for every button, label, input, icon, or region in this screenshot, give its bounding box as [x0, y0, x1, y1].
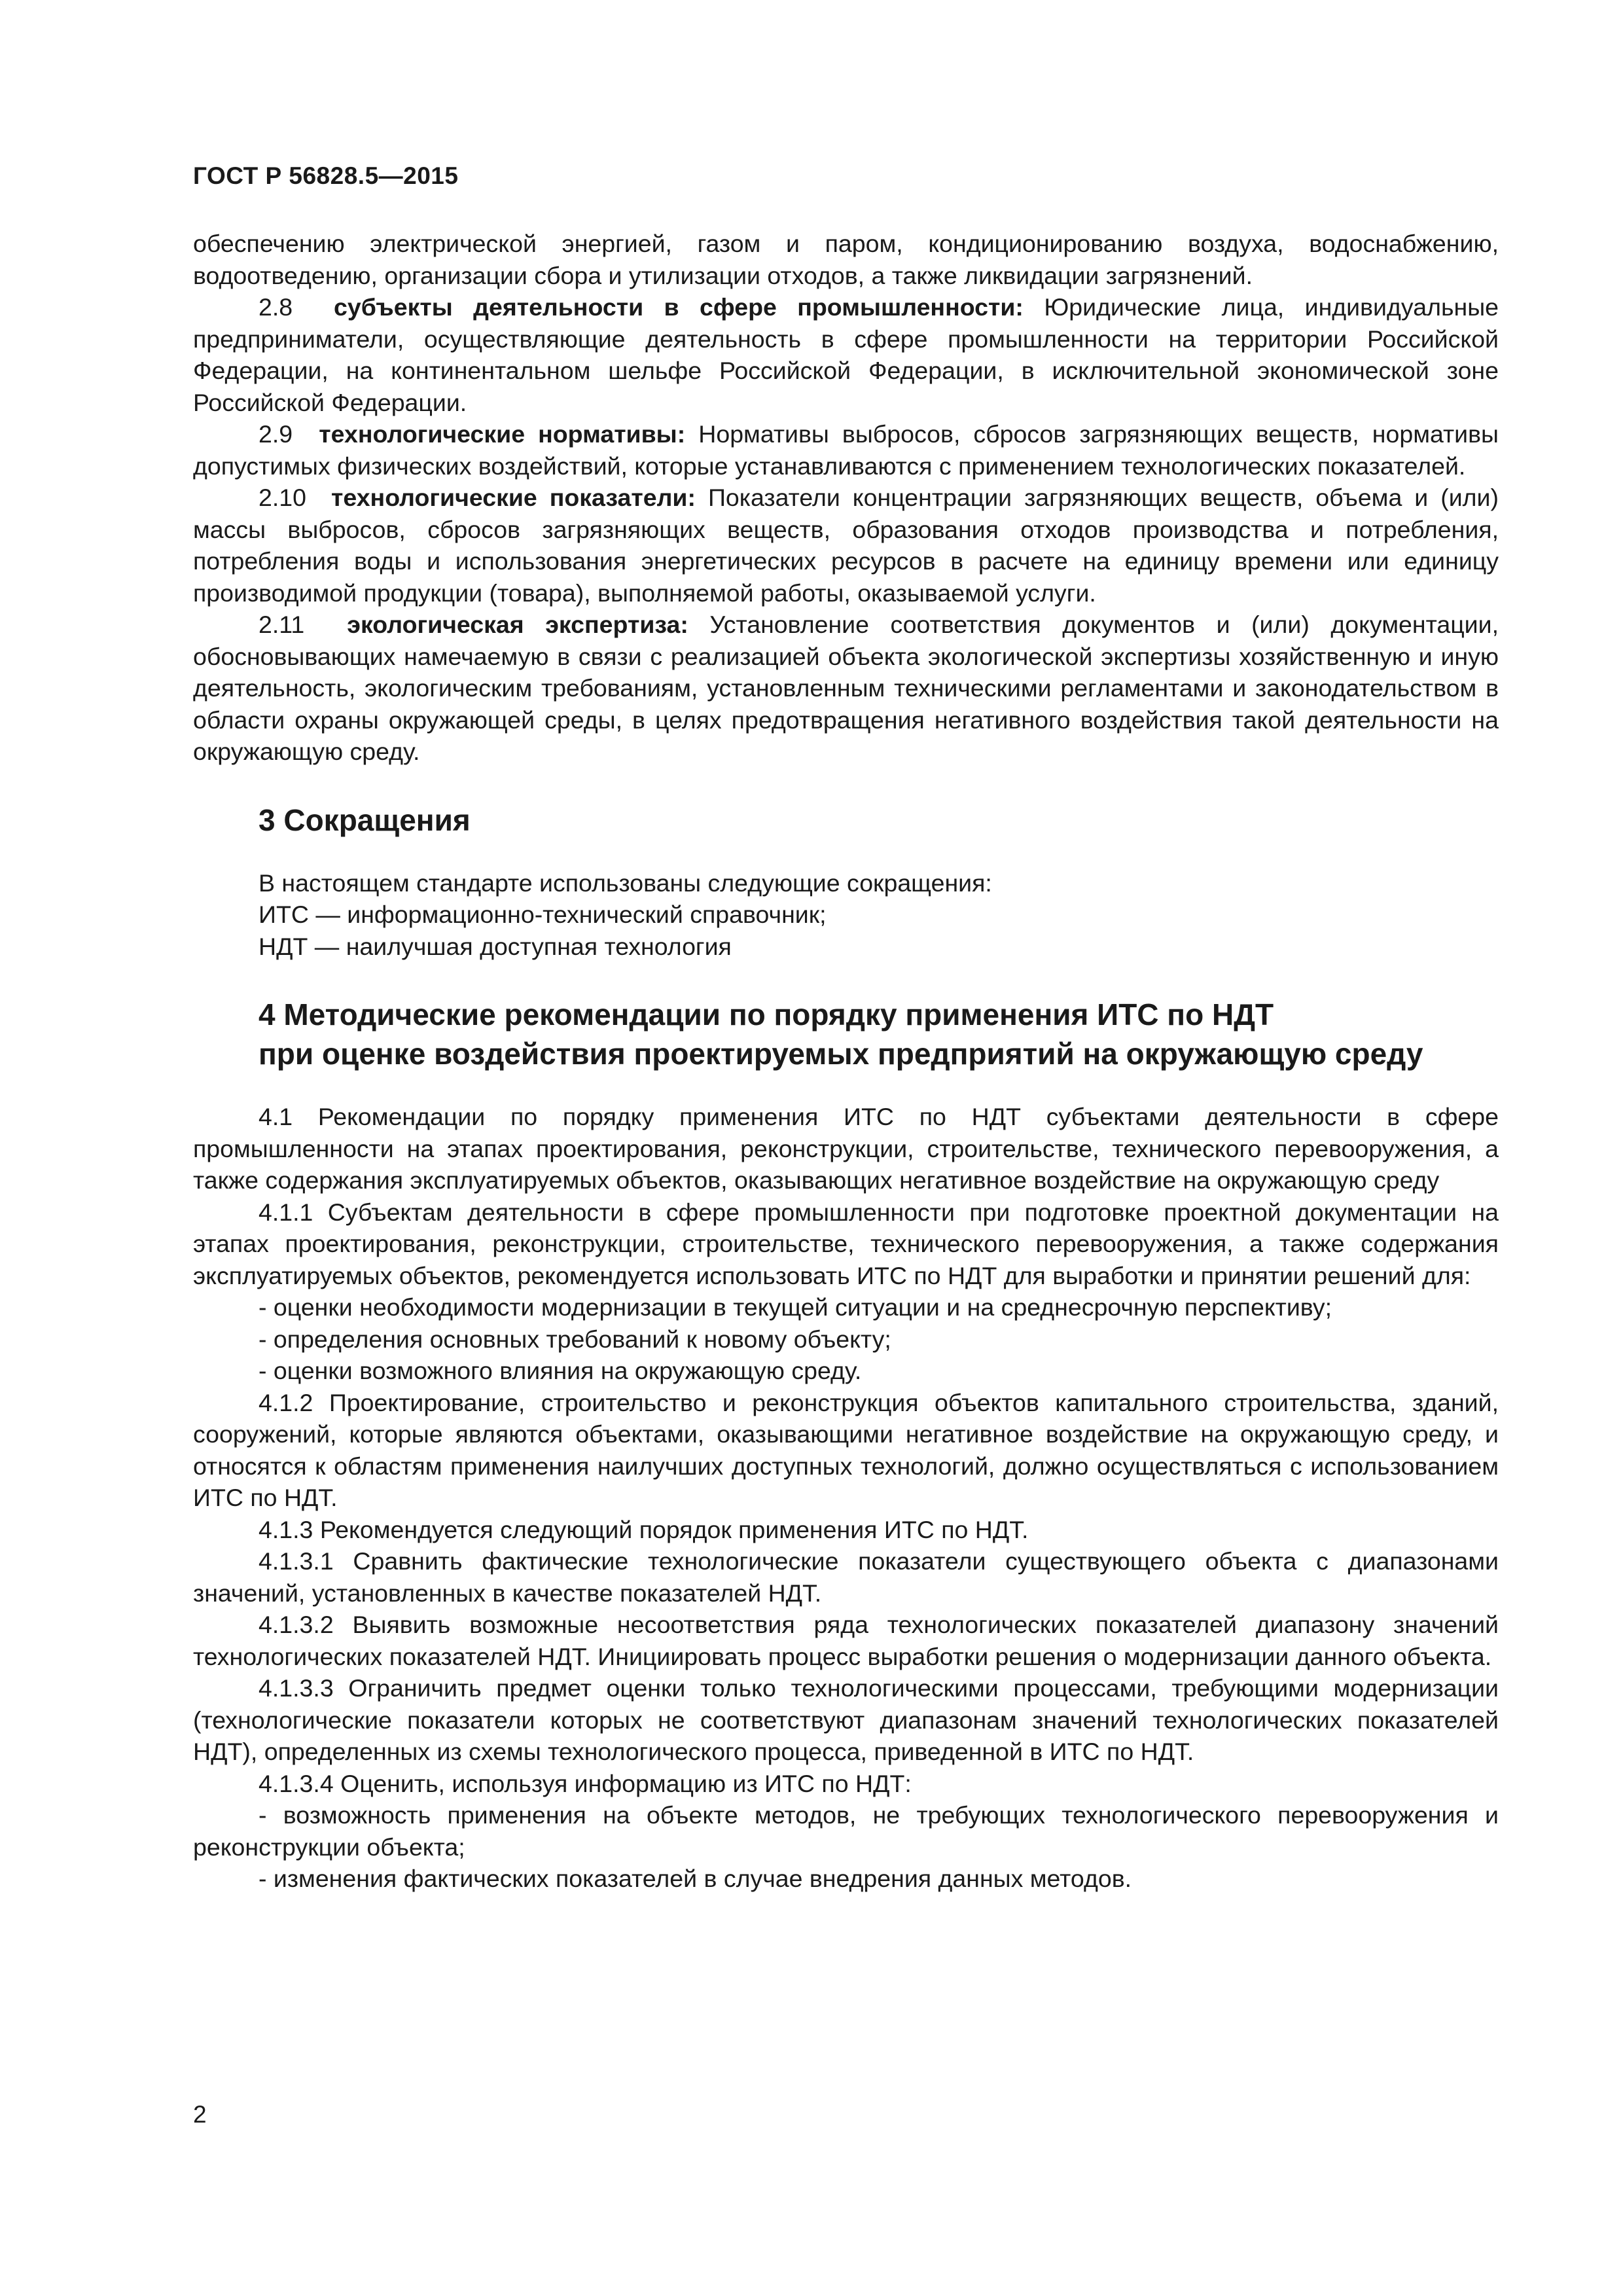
page-number: 2 [193, 2101, 207, 2128]
definition-2-10 [193, 482, 1499, 609]
definition-number: 2.8 [259, 293, 293, 321]
definition-text: Показатели концентрации загрязняющих веществ, объема и (или) массы выбросов, сбросов загрязняющих веществ, образования отходов производства и потребления, потребления воды и использования энергетических ресурсов в расчете на единицу времени или единицу производимой продукции (товара), выполняемой работы, оказываемой услуги. [193, 484, 1499, 607]
section-4-heading-line-1: 4 Методические рекомендации по порядку применения ИТС по НДТ [259, 997, 1274, 1031]
definition-text: Юридические лица, индивидуальные предприниматели, осуществляющие деятельность в сфере промышленности на территории Российской Федерации, на континентальном шельфе Российской Федерации, в исключительной экономической зоне Российской Федерации. [193, 293, 1499, 416]
definition-text: Установление соответствия документов и (или) документации, обосновывающих намечаемую в связи с реализацией объекта экологической экспертизы хозяйственную и иную деятельность, экологическим требованиям, установленным техническими регламентами и законодательством в области охраны окружающей среды, в целях предотвращения негативного воздействия такой деятельности на окружающую среду. [193, 611, 1499, 765]
definition-text: Нормативы выбросов, сбросов загрязняющих веществ, нормативы допустимых физических воздействий, которые устанавливаются с применением технологических показателей. [193, 420, 1499, 480]
definition-term: технологические показатели: [330, 484, 696, 511]
section-4-heading-line-2: при оценке воздействия проектируемых предприятий на окружающую среду [259, 1037, 1423, 1071]
paragraph-4-1-3-1: 4.1.3.1 Сравнить фактические технологические показатели существующего объекта с диапазонами значений, установленных в качестве показателей НДТ. [193, 1547, 1499, 1607]
list-item: - возможность применения на объекте методов, не требующих технологического перевооружения и реконструкции объекта; [193, 1801, 1499, 1861]
document-body [193, 228, 1499, 1895]
definition-number: 2.11 [259, 611, 305, 638]
list-item: - изменения фактических показателей в случае внедрения данных методов. [259, 1865, 1132, 1892]
definition-term: экологическая экспертиза: [347, 611, 688, 638]
paragraph-4-1: 4.1 Рекомендации по порядку применения ИТС по НДТ субъектами деятельности в сфере промышленности на этапах проектирования, реконструкции, строительстве, технического перевооружения, а также содержания эксплуатируемых объектов, оказывающих негативное воздействие на окружающую среду [193, 1103, 1499, 1194]
abbreviation-ndt: НДТ — наилучшая доступная технология [259, 932, 732, 960]
definition-number: 2.10 [259, 484, 306, 511]
paragraph-4-1-2: 4.1.2 Проектирование, строительство и реконструкция объектов капитального строительства, зданий, сооружений, которые являются объектами, оказывающими негативное воздействие на окружающую среду, и относятся к областям применения наилучших доступных технологий, должно осуществляться с использованием ИТС по НДТ. [193, 1388, 1499, 1511]
definition-2-11 [193, 609, 1499, 768]
section-3-intro: В настоящем стандарте использованы следующие сокращения: [259, 869, 992, 897]
abbreviation-its: ИТС — информационно-технический справочник; [259, 901, 827, 928]
list-item: - определения основных требований к новому объекту; [259, 1325, 891, 1353]
list-item: - оценки возможного влияния на окружающую среду. [259, 1357, 862, 1384]
paragraph-4-1-3-4: 4.1.3.4 Оценить, используя информацию из ИТС по НДТ: [259, 1769, 912, 1797]
definition-term: технологические нормативы: [319, 420, 686, 448]
document-code-header: ГОСТ Р 56828.5—2015 [193, 162, 459, 189]
paragraph-4-1-3-2: 4.1.3.2 Выявить возможные несоответствия ряда технологических показателей диапазону значений технологических показателей НДТ. Инициировать процесс выработки решения о модернизации данного объекта. [193, 1611, 1499, 1670]
definition-number: 2.9 [259, 420, 293, 448]
definition-term: субъекты деятельности в сфере промышленности: [334, 293, 1024, 321]
continuation-paragraph: обеспечению электрической энергией, газом и паром, кондиционированию воздуха, водоснабжению, водоотведению, организации сбора и утилизации отходов, а также ликвидации загрязнений. [193, 230, 1499, 289]
definition-2-9 [193, 418, 1499, 482]
definition-2-8 [193, 291, 1499, 418]
paragraph-4-1-3-3: 4.1.3.3 Ограничить предмет оценки только технологическими процессами, требующими модернизации (технологические показатели которых не соответствуют диапазонам значений технологических показателей НДТ), определенных из схемы технологического процесса, приведенной в ИТС по НДТ. [193, 1674, 1499, 1765]
paragraph-4-1-3: 4.1.3 Рекомендуется следующий порядок применения ИТС по НДТ. [259, 1515, 1029, 1543]
paragraph-4-1-1: 4.1.1 Субъектам деятельности в сфере промышленности при подготовке проектной документации на этапах проектирования, реконструкции, строительстве, технического перевооружения, а также содержания эксплуатируемых объектов, рекомендуется использовать ИТС по НДТ для выработки и принятии решений для: [193, 1198, 1499, 1289]
section-4-heading [193, 995, 1499, 1073]
list-item: - оценки необходимости модернизации в текущей ситуации и на среднесрочную перспективу; [259, 1293, 1332, 1321]
section-3-heading: 3 Сокращения [259, 802, 471, 837]
